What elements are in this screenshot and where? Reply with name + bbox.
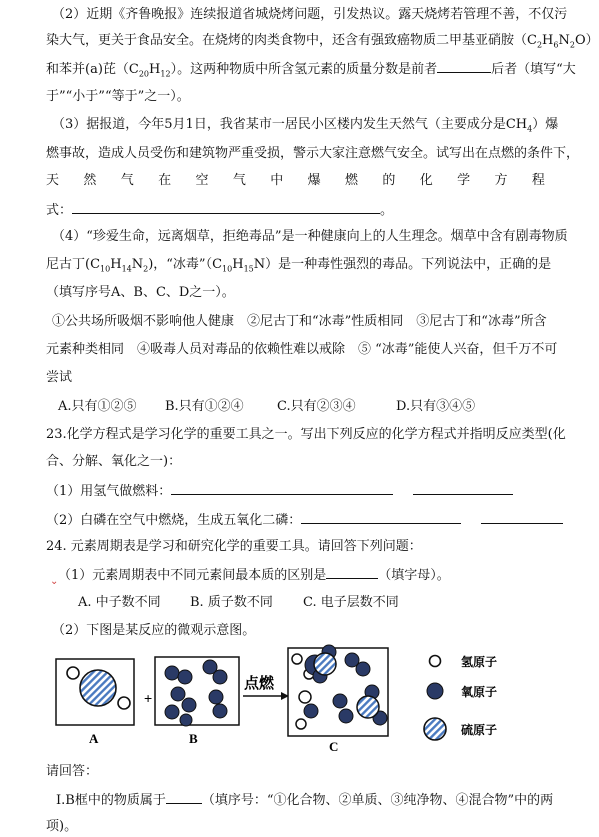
text: H: [110, 257, 122, 272]
legend-oxygen-label: 氧原子: [461, 685, 498, 699]
text: N: [558, 33, 570, 48]
oxygen-atom-icon: [333, 694, 347, 708]
red-mark-icon: ⌄: [50, 576, 59, 587]
text: 24. 元素周期表是学习和研究化学的重要工具。请回答下列问题：: [46, 539, 422, 554]
spread-char: 方: [494, 173, 508, 188]
sulfur-atom-icon: [314, 653, 336, 675]
legend-oxygen-icon: [427, 683, 443, 699]
subscript: 14: [121, 264, 132, 274]
text: Ⅰ.B框中的物质属于: [56, 793, 166, 808]
sulfur-atom-icon: [357, 696, 379, 718]
legend-hydrogen-label: 氢原子: [461, 655, 498, 669]
subscript: 15: [243, 264, 254, 274]
text: A.只有①②⑤: [58, 399, 137, 414]
spread-char: 然: [83, 173, 97, 188]
text: （填字母）。: [378, 568, 450, 583]
text: （4）“珍爱生命，远离烟草，拒绝毒品”是一种健康向上的人生理念。烟草中含有剧毒物质: [52, 229, 568, 244]
subscript: 2: [536, 40, 543, 50]
box-label-b: B: [189, 731, 198, 746]
plus-sign: +: [144, 690, 153, 706]
text: H: [542, 33, 554, 48]
text: C.只有②③④: [277, 399, 356, 414]
text: （2）近期《齐鲁晚报》连续报道省城烧烤问题，引发热议。露天烧烤若管理不善，不仅污: [52, 7, 568, 22]
oxygen-atom-icon: [339, 709, 353, 723]
legend-sulfur-icon: [424, 718, 446, 740]
spread-char: 程: [531, 173, 545, 188]
spread-char: 爆: [307, 173, 321, 188]
text: 项)。: [46, 819, 78, 834]
text: （填序号：“①化合物、②单质、③纯净物、④混合物”中的两: [201, 793, 554, 808]
text: C. 电子层数不同: [303, 595, 399, 610]
hydrogen-atom-icon: [67, 667, 79, 679]
spread-char: 在: [158, 173, 172, 188]
spread-char: 天: [46, 173, 60, 188]
subscript: 4: [527, 124, 533, 134]
text: 和苯并(a)芘（C: [46, 62, 139, 77]
text: )，“冰毒”（C: [148, 257, 223, 272]
text: 染大气，更关于食品安全。在烧烤的肉类食物中，还含有强致癌物质二甲基亚硝胺（C: [46, 33, 537, 48]
legend-hydrogen-icon: [430, 656, 441, 667]
text: ）。这两种物质中所含氢元素的质量分数是前者: [170, 62, 438, 77]
ask-1-line-2: [46, 818, 77, 836]
subscript: 2: [143, 264, 149, 274]
spread-char: 空: [195, 173, 209, 188]
oxygen-atom-icon: [171, 687, 185, 701]
box-label-a: A: [89, 731, 99, 746]
sulfur-atom-icon: [80, 670, 116, 706]
oxygen-atom-icon: [165, 666, 179, 680]
text: ①公共场所吸烟不影响他人健康 ②尼古丁和“冰毒”性质相同 ③尼古丁和“冰毒”所含: [52, 314, 547, 329]
text: 尼古丁(C: [46, 257, 101, 272]
hydrogen-atom-icon: [296, 719, 306, 729]
spread-char: 中: [270, 173, 284, 188]
oxygen-atom-icon: [304, 704, 318, 718]
text: 元素种类相同 ④吸毒人员对毒品的依赖性难以戒除 ⑤ “冰毒”能使人兴奋，但千万不可: [46, 342, 558, 357]
text: （2）白磷在空气中燃烧，生成五氧化二磷：: [46, 513, 302, 528]
text: B. 质子数不同: [190, 595, 273, 610]
oxygen-atom-icon: [356, 662, 370, 676]
text: （填写序号A、B、C、D之一）。: [46, 285, 235, 300]
box-label-c: C: [329, 739, 339, 754]
oxygen-atom-icon: [180, 714, 192, 726]
text: D.只有③④⑤: [396, 399, 476, 414]
answer-blank[interactable]: [166, 791, 202, 804]
text: H: [149, 62, 161, 77]
legend-sulfur-label: 硫原子: [461, 723, 498, 737]
text: 于”“小于”“等于”之一）。: [46, 89, 190, 104]
text: H: [232, 257, 244, 272]
subscript: 6: [553, 40, 559, 50]
subscript: 2: [569, 40, 575, 50]
text: 后者（填写“大: [491, 62, 576, 77]
hydrogen-atom-icon: [292, 654, 302, 664]
text: （1）用氢气做燃料：: [46, 484, 172, 499]
text: ）爆: [532, 117, 559, 132]
spread-char: 燃: [345, 173, 359, 188]
text: N: [131, 257, 144, 272]
text: （1）元素周期表中不同元素间最本质的区别是: [58, 568, 327, 583]
subscript: 12: [160, 69, 171, 79]
hydrogen-atom-icon: [299, 691, 311, 703]
text: 燃事故，造成人员受伤和建筑物严重受损，警示大家注意燃气安全。试写出在点燃的条件下，: [46, 146, 580, 161]
condition-label: 点燃: [244, 675, 275, 692]
oxygen-atom-icon: [165, 705, 179, 719]
hydrogen-atom-icon: [118, 697, 130, 709]
text: N）是一种毒性强烈的毒品。下列说法中，正确的是: [253, 257, 552, 272]
spread-char: 的: [382, 173, 396, 188]
subscript: 20: [138, 69, 150, 79]
oxygen-atom-icon: [213, 670, 227, 684]
subscript: 10: [100, 264, 111, 274]
text: B.只有①②④: [165, 399, 244, 414]
oxygen-atom-icon: [178, 670, 192, 684]
text: 请回答：: [46, 764, 99, 779]
text: 合、分解、氧化之一)：: [46, 454, 182, 469]
text: （2）下图是某反应的微观示意图。: [52, 623, 256, 638]
ask-line: [46, 763, 98, 781]
spread-char: 气: [232, 173, 246, 188]
oxygen-atom-icon: [182, 698, 196, 712]
spread-char: 气: [120, 173, 134, 188]
text: （3）据报道，今年5月1日，我省某市一居民小区楼内发生天然气（主要成分是CH: [52, 117, 528, 132]
ask-1-line: [56, 791, 553, 810]
text: 。: [380, 203, 394, 218]
text: 23.化学方程式是学习化学的重要工具之一。写出下列反应的化学方程式并指明反应类型(化: [46, 427, 566, 442]
oxygen-atom-icon: [209, 690, 223, 704]
text: O）: [574, 33, 599, 48]
spread-char: 化: [419, 173, 433, 188]
oxygen-atom-icon: [213, 704, 227, 718]
text: A. 中子数不同: [78, 595, 161, 610]
spread-char: 学: [457, 173, 471, 188]
text: 式：: [46, 203, 73, 218]
text: 尝试: [46, 370, 73, 385]
subscript: 10: [222, 264, 233, 274]
